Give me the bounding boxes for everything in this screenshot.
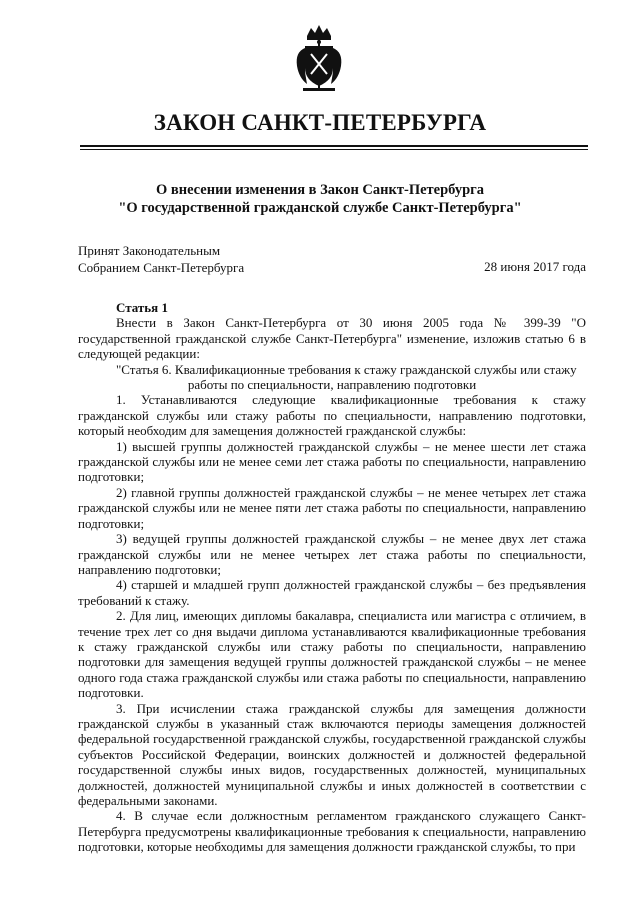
paragraph-1-item-2: 2) главной группы должностей гражданской службы – не менее четырех лет стажа гражданской службы или не менее пяти лет стажа работы по специальности, направлению подготовки; [78, 484, 586, 531]
adopted-date: 28 июня 2017 года [484, 259, 586, 274]
article-label: Статья 1 [116, 300, 168, 315]
paragraph-3: 3. При исчислении стажа гражданской службы для замещения должности гражданской службы в указанный стаж включаются периоды замещения должностей федеральной государственной гражданской службы, государственной гражданской службы субъектов Российской Федерации, воинских должностей и должностей федеральной государственной службы иных видов, государственных должностей, муниципальных должностей, должностей муниципальной службы и иных должностей в соответствии с федеральными законами. [78, 700, 586, 808]
article-6-heading: "Статья 6. Квалификационные требования к стажу гражданской службы или стажу [116, 361, 577, 377]
adopted-line-1: Принят Законодательным [78, 243, 221, 258]
paragraph-2: 2. Для лиц, имеющих дипломы бакалавра, специалиста или магистра с отличием, в течение трех лет со дня выдачи диплома устанавливаются квалификационные требования к стажу гражданской службы или стажу работы по специальности, направлению подготовки для замещения ведущей группы должностей гражданской службы – не менее одного года стажа гражданской службы или стажа работы по специальности, направлению подготовки. [78, 608, 586, 701]
paragraph-4: 4. В случае если должностным регламентом гражданского служащего Санкт-Петербурга предусмотрены квалификационные требования к специальности, направлению подготовки, которые необходимы для замещения должности гражданской службы, то при [78, 808, 586, 855]
paragraph-1-item-1: 1) высшей группы должностей гражданской службы – не менее шести лет стажа гражданской службы или не менее семи лет стажа работы по специальности, направлению подготовки; [78, 438, 586, 485]
adopted-by [78, 242, 244, 276]
paragraph-1-item-4: 4) старшей и младшей групп должностей гражданской службы – без предъявления требований к стажу. [78, 577, 586, 608]
law-subtitle-line-2: "О государственной гражданской службе Санкт-Петербурга" [118, 200, 522, 216]
title-rule-thick [80, 145, 588, 147]
article-6-heading-cont: работы по специальности, направлению подготовки [187, 377, 477, 393]
paragraph-intro: Внести в Закон Санкт-Петербурга от 30 июня 2005 года № 399-39 "О государственной гражданской службе Санкт-Петербурга" изменение, изложив статью 6 в следующей редакции: [78, 315, 586, 362]
paragraph-1: 1. Устанавливаются следующие квалификационные требования к стажу гражданской службы или стажу работы по специальности, направлению подготовки, который необходим для замещения должностей гражданской службы: [78, 392, 586, 439]
law-title: ЗАКОН САНКТ-ПЕТЕРБУРГА [153, 110, 487, 135]
title-rule-thin [80, 149, 588, 150]
paragraph-1-item-3: 3) ведущей группы должностей гражданской службы – не менее двух лет стажа гражданской службы или не менее четырех лет стажа работы по специальности, направлению подготовки; [78, 531, 586, 577]
law-body [78, 300, 586, 855]
coat-of-arms-icon [293, 22, 345, 96]
adopted-line-2: Собранием Санкт-Петербурга [78, 260, 245, 275]
law-subtitle-line-1: О внесении изменения в Закон Санкт-Петербурга [155, 182, 484, 198]
